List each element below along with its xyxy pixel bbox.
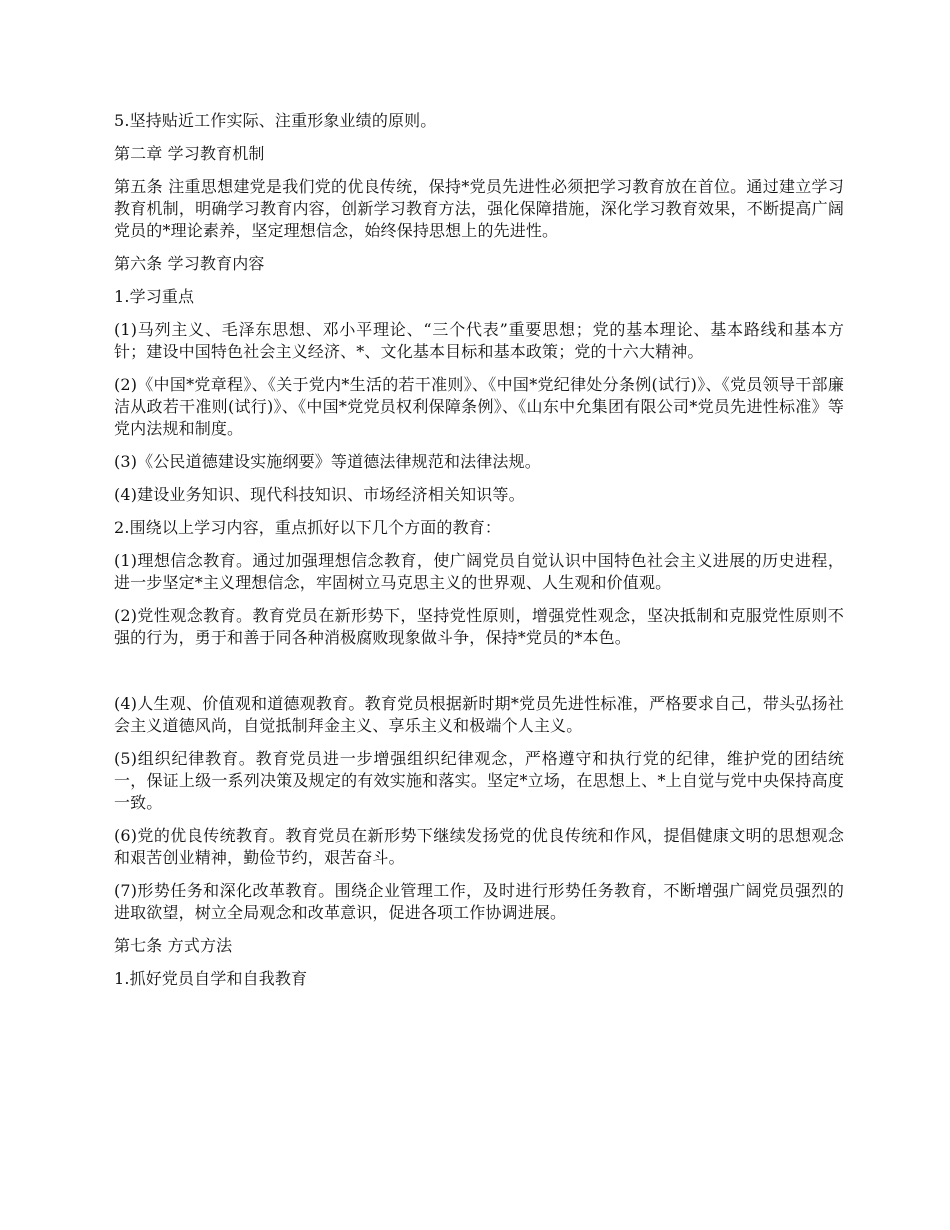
study-focus-item-2: (2)《中国*党章程》、《关于党内*生活的若干准则》、《中国*党纪律处分条例(试行)》、《党员领导干部廉洁从政若干准则(试行)》、《中国*党党员权利保障条例》、《山东中允集团有限公司*党员先进性标准》等党内法规和制度。 — [114, 375, 844, 438]
method-1-heading: 1.抓好党员自学和自我教育 — [114, 969, 308, 988]
study-focus-item-3: (3)《公民道德建设实施纲要》等道德法律规范和法律法规。 — [114, 452, 541, 471]
education-item-1: (1)理想信念教育。通过加强理想信念教育，使广阔党员自觉认识中国特色社会主义进展的历史进程，进一步坚定*主义理想信念，牢固树立马克思主义的世界观、人生观和价值观。 — [114, 551, 844, 592]
document-body — [114, 110, 844, 1001]
principle-5-item: 5.坚持贴近工作实际、注重形象业绩的原则。 — [114, 111, 437, 130]
study-focus-item-4: (4)建设业务知识、现代科技知识、市场经济相关知识等。 — [114, 485, 525, 504]
education-aspects-heading: 2.围绕以上学习内容，重点抓好以下几个方面的教育： — [114, 518, 502, 537]
education-item-5: (5)组织纪律教育。教育党员进一步增强组织纪律观念，严格遵守和执行党的纪律，维护党的团结统一，保证上级一系列决策及规定的有效实施和落实。坚定*立场，在思想上、*上自觉与党中央保持高度一致。 — [114, 749, 844, 812]
education-item-7: (7)形势任务和深化改革教育。围绕企业管理工作，及时进行形势任务教育，不断增强广阔党员强烈的进取欲望，树立全局观念和改革意识，促进各项工作协调进展。 — [114, 881, 844, 922]
education-item-4: (4)人生观、价值观和道德观教育。教育党员根据新时期*党员先进性标准，严格要求自己，带头弘扬社会主义道德风尚，自觉抵制拜金主义、享乐主义和极端个人主义。 — [114, 694, 844, 735]
study-focus-heading: 1.学习重点 — [114, 287, 195, 306]
education-item-6: (6)党的优良传统教育。教育党员在新形势下继续发扬党的优良传统和作风，提倡健康文明的思想观念和艰苦创业精神，勤俭节约，艰苦奋斗。 — [114, 826, 844, 867]
chapter-2-heading: 第二章 学习教育机制 — [114, 144, 265, 163]
study-focus-item-1: (1)马列主义、毛泽东思想、邓小平理论、“三个代表”重要思想；党的基本理论、基本路线和基本方针；建设中国特色社会主义经济、*、文化基本目标和基本政策；党的十六大精神。 — [114, 320, 844, 361]
article-6-heading: 第六条 学习教育内容 — [114, 254, 265, 273]
article-5-paragraph: 第五条 注重思想建党是我们党的优良传统，保持*党员先进性必须把学习教育放在首位。通过建立学习教育机制，明确学习教育内容，创新学习教育方法，强化保障措施，深化学习教育效果，不断提高广阔党员的*理论素养，坚定理想信念，始终保持思想上的先进性。 — [114, 177, 844, 240]
education-item-2: (2)党性观念教育。教育党员在新形势下，坚持党性原则，增强党性观念，坚决抵制和克服党性原则不强的行为，勇于和善于同各种消极腐败现象做斗争，保持*党员的*本色。 — [114, 606, 844, 647]
article-7-heading: 第七条 方式方法 — [114, 936, 233, 955]
blank-gap — [114, 660, 844, 693]
